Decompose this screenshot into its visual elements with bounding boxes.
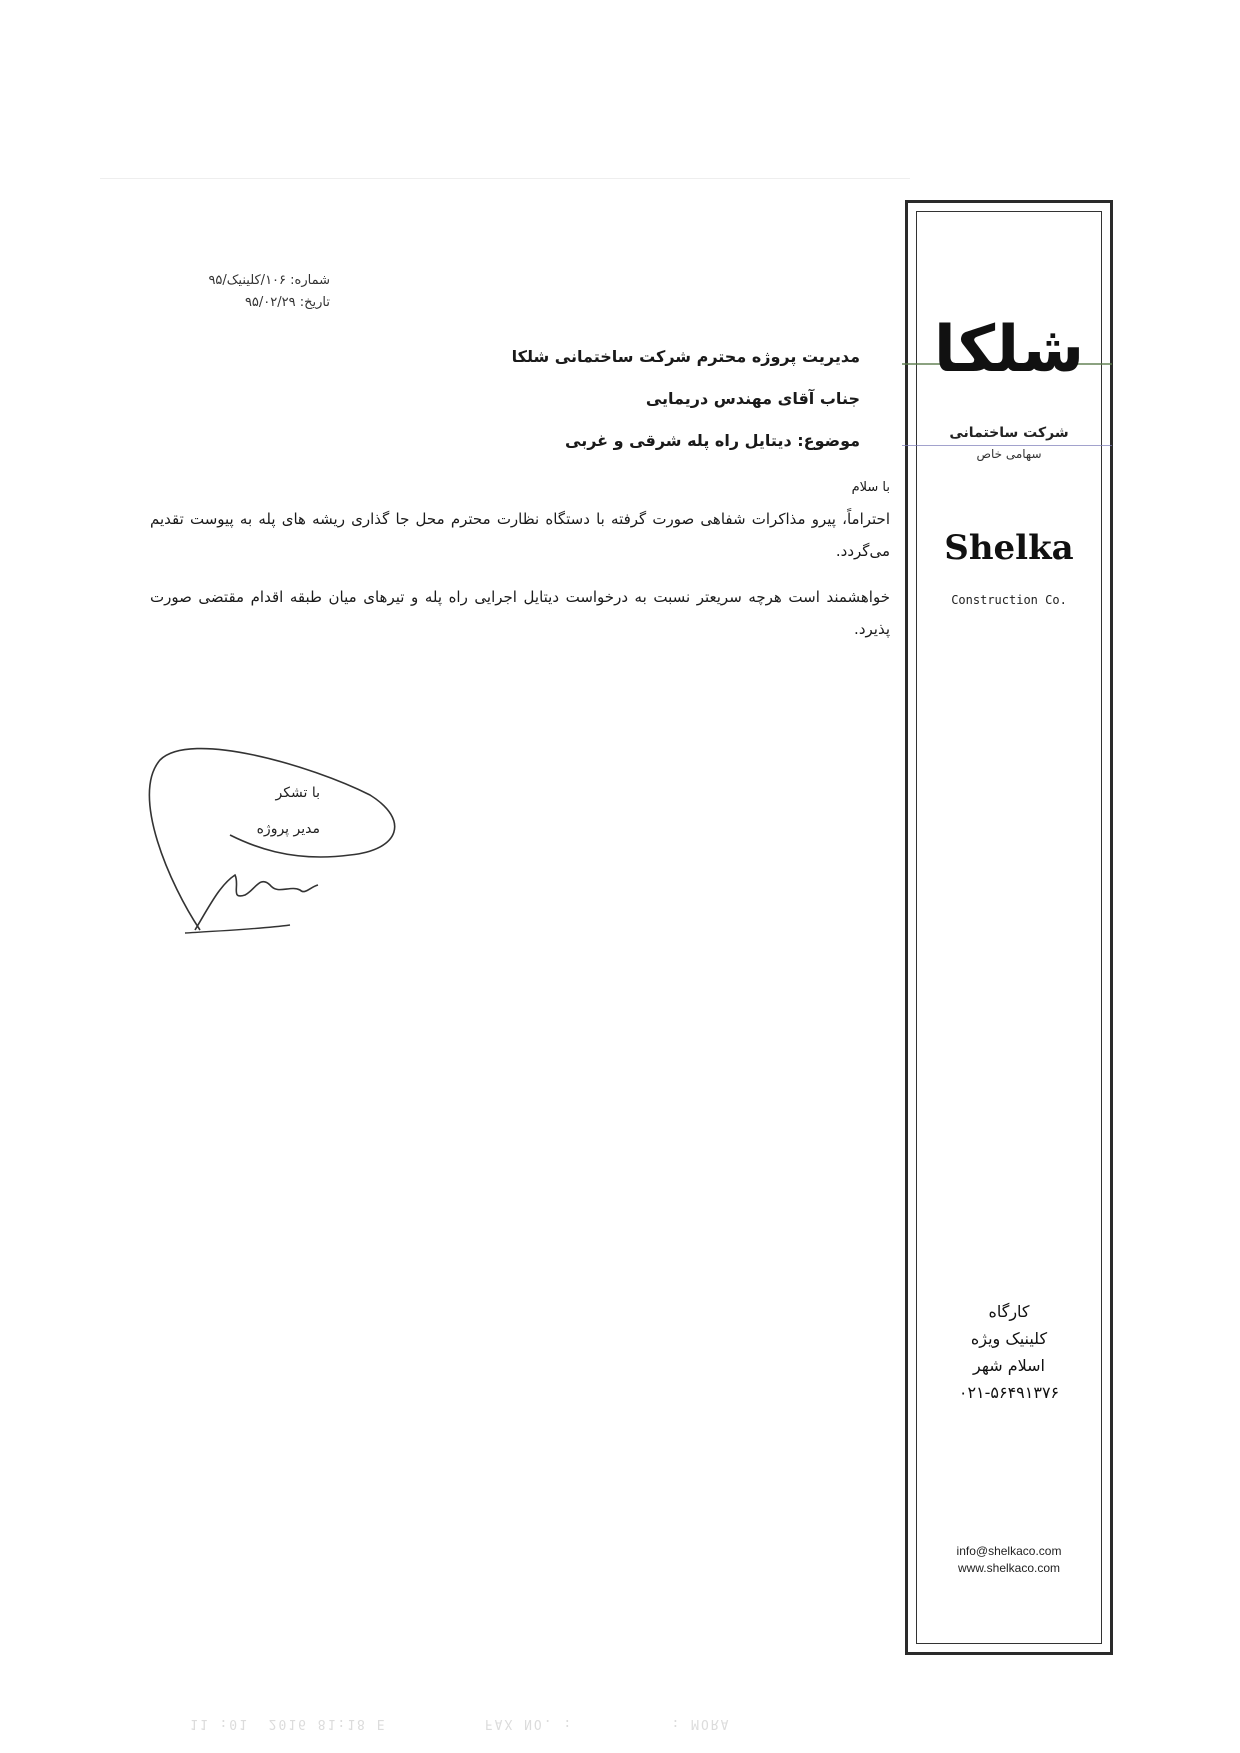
- letterhead-panel: [905, 200, 1113, 1655]
- signature-closing: با تشکر: [275, 785, 320, 801]
- body-paragraph-2: خواهشمند است هرچه سریعتر نسبت به درخواست دیتایل اجرایی راه پله و تیرهای میان طبقه اقدام مقتضی صورت پذیرد.: [150, 588, 890, 638]
- address-title: کارگاه: [988, 1302, 1030, 1321]
- letter-body: [150, 480, 890, 659]
- brand-name-en: Shelka: [944, 528, 1074, 568]
- scan-artifact-line: [902, 445, 1112, 446]
- email-link[interactable]: info@shelkaco.com: [956, 1544, 1062, 1558]
- subject-line: موضوع: دیتایل راه پله شرقی و غربی: [565, 431, 860, 450]
- reference-block: [150, 270, 330, 314]
- website-link[interactable]: www.shelkaco.com: [957, 1561, 1061, 1575]
- signature-title: مدیر پروژه: [256, 821, 320, 837]
- address-city: اسلام شهر: [973, 1356, 1045, 1375]
- company-logo: شلکا: [933, 313, 1085, 387]
- addressee-line-1: مدیریت پروژه محترم شرکت ساختمانی شلکا: [511, 347, 860, 366]
- greeting: با سلام: [851, 480, 890, 495]
- body-paragraph-1: احتراماً، پیرو مذاکرات شفاهی صورت گرفته با دستگاه نظارت محترم محل جا گذاری ریشه های پله به پیوست تقدیم می‌گردد.: [150, 510, 890, 560]
- company-type-fa: سهامی خاص: [976, 447, 1042, 461]
- fax-footer: 11 :01 2016 81:18 E FAX NO. : : MORA: [190, 1716, 731, 1731]
- signature-area: [140, 735, 410, 935]
- company-name-fa: شرکت ساختمانی: [949, 425, 1069, 441]
- contact-block: [908, 1543, 1110, 1577]
- addressee-block: [480, 336, 860, 462]
- addressee-line-2: جناب آقای مهندس دریمایی: [645, 389, 860, 408]
- reference-date: تاریخ: ۹۵/۰۲/۲۹: [244, 295, 330, 310]
- scan-artifact-rule: [100, 178, 910, 179]
- address-site: کلینیک ویژه: [970, 1329, 1048, 1348]
- reference-number: شماره: ۱۰۶/کلینیک/۹۵: [208, 273, 330, 288]
- phone-number: ۰۲۱-۵۶۴۹۱۳۷۶: [958, 1383, 1060, 1402]
- brand-subtitle-en: Construction Co.: [951, 593, 1067, 607]
- site-address-block: [908, 1298, 1110, 1406]
